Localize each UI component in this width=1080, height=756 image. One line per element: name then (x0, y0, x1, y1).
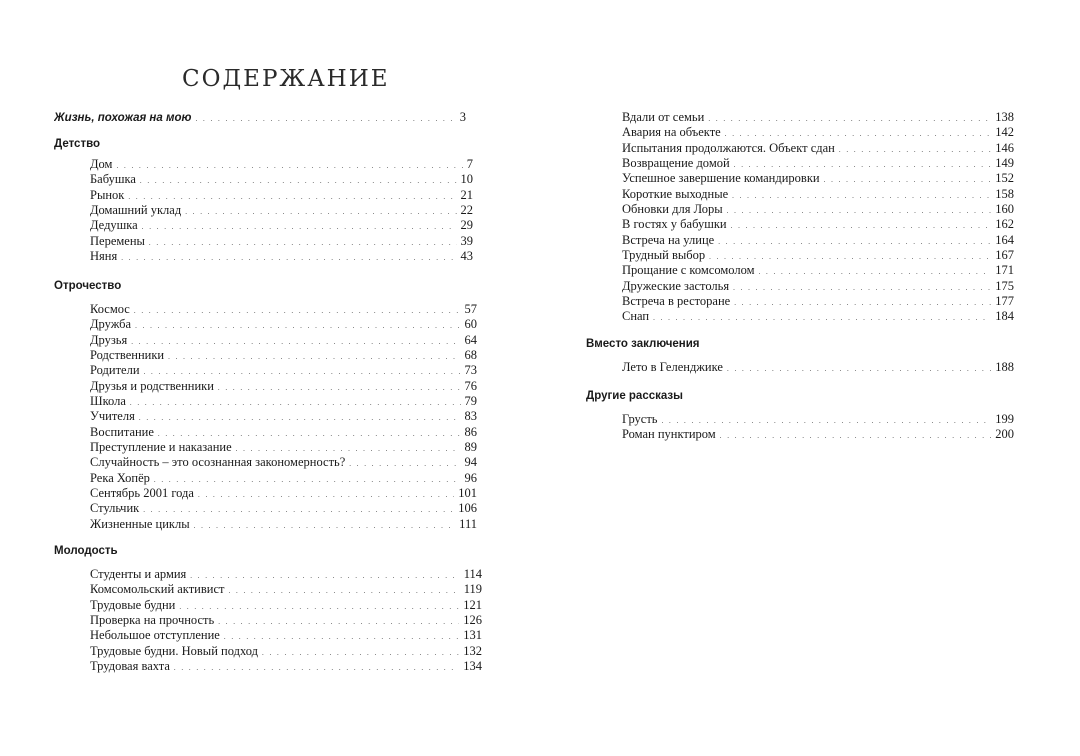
toc-entry[interactable] (90, 598, 482, 613)
toc-first-entry (54, 110, 466, 125)
dot-leader (121, 251, 456, 264)
section-continued (622, 110, 1014, 325)
entry-title: Небольшое отступление (90, 628, 220, 643)
entry-title: Трудовая вахта (90, 659, 170, 674)
toc-entry[interactable] (90, 394, 477, 409)
dot-leader (168, 350, 460, 363)
toc-entry[interactable] (622, 263, 1014, 278)
entry-title: Трудный выбор (622, 248, 706, 263)
toc-entry[interactable] (90, 582, 482, 597)
dot-leader (134, 304, 461, 317)
toc-entry[interactable] (90, 249, 473, 264)
entry-page: 83 (464, 409, 477, 424)
toc-entry[interactable] (90, 172, 473, 187)
entry-page: 43 (460, 249, 473, 264)
toc-entry[interactable] (90, 203, 473, 218)
entry-title: Жизненные циклы (90, 516, 190, 531)
dot-leader (718, 235, 991, 248)
dot-leader (131, 335, 460, 348)
entry-title: Снап (622, 309, 650, 324)
entry-page: 114 (463, 567, 482, 581)
toc-entry[interactable] (90, 486, 477, 501)
dot-leader (824, 173, 992, 186)
dot-leader (349, 457, 460, 470)
entry-page: 175 (995, 278, 1014, 293)
entry-page: 68 (464, 348, 477, 363)
entry-page: 21 (460, 187, 473, 202)
toc-entry[interactable] (90, 425, 477, 440)
entry-page: 177 (995, 294, 1014, 309)
entry-page: 158 (995, 186, 1014, 201)
entry-title: Дедушка (90, 218, 138, 233)
entry-page: 121 (463, 597, 482, 612)
dot-leader (116, 159, 462, 172)
dot-leader (143, 503, 454, 516)
dot-leader (198, 488, 454, 501)
entry-page: 57 (464, 302, 477, 316)
entry-page: 86 (464, 424, 477, 439)
entry-page: 142 (995, 125, 1014, 140)
dot-leader (725, 127, 992, 140)
dot-leader (195, 112, 455, 125)
toc-entry[interactable] (90, 302, 477, 317)
dot-leader (709, 250, 991, 263)
entry-page: 106 (458, 501, 477, 516)
toc-entry[interactable] (622, 412, 1014, 427)
entry-page: 64 (464, 332, 477, 347)
dot-leader (236, 442, 461, 455)
dot-leader (135, 319, 460, 332)
entry-title: Случайность – это осознанная закономерность? (90, 455, 346, 470)
dot-leader (653, 311, 991, 324)
toc-entry[interactable] (90, 333, 477, 348)
toc-entry[interactable] (90, 567, 482, 582)
dot-leader (128, 190, 456, 203)
entry-title: Рынок (90, 187, 125, 202)
section-otrochestvo (90, 302, 477, 532)
entry-title: Учителя (90, 409, 135, 424)
toc-entry[interactable] (622, 217, 1014, 232)
entry-page: 111 (459, 516, 477, 531)
entry-title: Воспитание (90, 424, 154, 439)
section-drugie (622, 412, 1014, 443)
entry-page: 199 (995, 412, 1014, 426)
entry-title: Домашний уклад (90, 203, 182, 218)
toc-entry[interactable] (622, 427, 1014, 442)
toc-entry[interactable] (90, 317, 477, 332)
entry-page: 89 (464, 440, 477, 455)
right-page (540, 0, 1080, 756)
entry-page: 73 (464, 363, 477, 378)
entry-page: 10 (460, 172, 473, 187)
toc-entry[interactable] (90, 644, 482, 659)
entry-title: Испытания продолжаются. Объект сдан (622, 140, 835, 155)
toc-entry[interactable] (622, 248, 1014, 263)
dot-leader (130, 396, 461, 409)
toc-entry[interactable] (622, 202, 1014, 217)
dot-leader (731, 219, 992, 232)
toc-entry[interactable] (622, 141, 1014, 156)
dot-leader (194, 519, 456, 532)
toc-title: СОДЕРЖАНИЕ (182, 66, 390, 92)
entry-page: 188 (995, 360, 1014, 374)
dot-leader (662, 414, 992, 427)
dot-leader (727, 362, 991, 375)
toc-entry[interactable] (622, 294, 1014, 309)
entry-title: Короткие выходные (622, 186, 729, 201)
entry-title: Трудовые будни (90, 597, 176, 612)
toc-entry[interactable] (90, 348, 477, 363)
section-heading-vmesto: Вместо заключения (586, 338, 700, 350)
entry-title: Дом (90, 157, 113, 171)
toc-entry[interactable] (90, 501, 477, 516)
toc-entry[interactable] (90, 628, 482, 643)
dot-leader (190, 569, 459, 582)
toc-entry[interactable] (90, 409, 477, 424)
dot-leader (218, 615, 459, 628)
dot-leader (733, 281, 991, 294)
entry-page: 134 (463, 659, 482, 674)
toc-entry[interactable] (90, 659, 482, 674)
toc-entry[interactable] (90, 157, 473, 172)
entry-title: Бабушка (90, 172, 136, 187)
entry-title: Школа (90, 394, 126, 409)
entry-title: Встреча на улице (622, 232, 715, 247)
toc-entry[interactable] (90, 613, 482, 628)
entry-page: 29 (460, 218, 473, 233)
dot-leader (142, 220, 457, 233)
entry-title: Прощание с комсомолом (622, 263, 755, 278)
entry-title: Друзья (90, 332, 128, 347)
entry-page: 60 (464, 317, 477, 332)
entry-page: 22 (460, 203, 473, 218)
entry-title: В гостях у бабушки (622, 217, 727, 232)
entry-title: Успешное завершение командировки (622, 171, 820, 186)
entry-title: Грусть (622, 412, 658, 426)
toc-entry[interactable] (54, 110, 466, 125)
entry-page: 94 (464, 455, 477, 470)
entry-page: 119 (463, 582, 482, 597)
toc-entry[interactable] (90, 471, 477, 486)
dot-leader (759, 265, 992, 278)
toc-entry[interactable] (622, 233, 1014, 248)
entry-title: Перемены (90, 233, 145, 248)
entry-page: 131 (463, 628, 482, 643)
dot-leader (179, 600, 459, 613)
entry-title: Родители (90, 363, 140, 378)
dot-leader (734, 158, 992, 171)
dot-leader (139, 411, 461, 424)
entry-title: Дружеские застолья (622, 278, 730, 293)
toc-entry[interactable] (90, 363, 477, 378)
entry-title: Лето в Геленджике (622, 360, 723, 374)
entry-title: Жизнь, похожая на мою (54, 112, 192, 124)
entry-page: 152 (995, 171, 1014, 186)
entry-title: Стульчик (90, 501, 140, 516)
entry-title: Преступление и наказание (90, 440, 232, 455)
dot-leader (144, 365, 461, 378)
entry-title: Обновки для Лоры (622, 202, 723, 217)
dot-leader (734, 296, 991, 309)
entry-page: 101 (458, 486, 477, 501)
toc-entry[interactable] (622, 360, 1014, 375)
entry-page: 149 (995, 156, 1014, 171)
entry-page: 39 (460, 233, 473, 248)
dot-leader (149, 236, 457, 249)
dot-leader (218, 381, 461, 394)
section-heading-detstvo: Детство (54, 138, 101, 150)
toc-entry[interactable] (622, 110, 1014, 125)
toc-entry[interactable] (90, 440, 477, 455)
entry-title: Дружба (90, 317, 132, 332)
dot-leader (158, 427, 461, 440)
toc-entry[interactable] (90, 234, 473, 249)
entry-title: Комсомольский активист (90, 582, 225, 597)
entry-title: Космос (90, 302, 130, 316)
entry-title: Роман пунктиром (622, 427, 716, 442)
entry-page: 171 (995, 263, 1014, 278)
dot-leader (839, 143, 991, 156)
entry-page: 3 (459, 110, 466, 124)
section-heading-otrochestvo: Отрочество (54, 280, 122, 292)
dot-leader (732, 189, 991, 202)
entry-title: Авария на объекте (622, 125, 721, 140)
entry-page: 200 (995, 427, 1014, 442)
entry-page: 162 (995, 217, 1014, 232)
entry-page: 146 (995, 140, 1014, 155)
toc-entry[interactable] (90, 455, 477, 470)
toc-entry[interactable] (90, 379, 477, 394)
entry-title: Няня (90, 249, 118, 264)
entry-title: Трудовые будни. Новый подход (90, 643, 258, 658)
toc-entry[interactable] (622, 171, 1014, 186)
dot-leader (262, 646, 459, 659)
entry-page: 164 (995, 232, 1014, 247)
dot-leader (727, 204, 992, 217)
dot-leader (185, 205, 456, 218)
section-detstvo (90, 157, 473, 264)
dot-leader (224, 630, 459, 643)
entry-title: Друзья и родственники (90, 378, 214, 393)
entry-page: 126 (463, 613, 482, 628)
dot-leader (154, 473, 461, 486)
entry-title: Сентябрь 2001 года (90, 486, 194, 501)
entry-title: Возвращение домой (622, 156, 730, 171)
toc-entry[interactable] (90, 188, 473, 203)
section-heading-drugie: Другие рассказы (586, 390, 683, 402)
entry-page: 79 (464, 394, 477, 409)
dot-leader (708, 112, 991, 125)
toc-entry[interactable] (622, 309, 1014, 324)
entry-page: 138 (995, 110, 1014, 124)
dot-leader (720, 429, 992, 442)
dot-leader (140, 174, 457, 187)
toc-entry[interactable] (90, 517, 477, 532)
toc-entry[interactable] (622, 187, 1014, 202)
entry-title: Студенты и армия (90, 567, 187, 581)
entry-page: 76 (464, 378, 477, 393)
section-vmesto (622, 360, 1014, 375)
toc-entry[interactable] (90, 218, 473, 233)
entry-title: Вдали от семьи (622, 110, 705, 124)
toc-entry[interactable] (622, 125, 1014, 140)
entry-title: Родственники (90, 348, 165, 363)
entry-title: Проверка на прочность (90, 613, 215, 628)
entry-page: 184 (995, 309, 1014, 324)
entry-page: 132 (463, 643, 482, 658)
toc-entry[interactable] (622, 156, 1014, 171)
entry-page: 167 (995, 248, 1014, 263)
section-molodost (90, 567, 482, 674)
entry-page: 160 (995, 202, 1014, 217)
entry-page: 96 (464, 470, 477, 485)
entry-title: Река Хопёр (90, 470, 150, 485)
toc-entry[interactable] (622, 279, 1014, 294)
entry-page: 7 (466, 157, 473, 171)
dot-leader (228, 584, 459, 597)
section-heading-molodost: Молодость (54, 545, 118, 557)
dot-leader (174, 661, 459, 674)
entry-title: Встреча в ресторане (622, 294, 731, 309)
